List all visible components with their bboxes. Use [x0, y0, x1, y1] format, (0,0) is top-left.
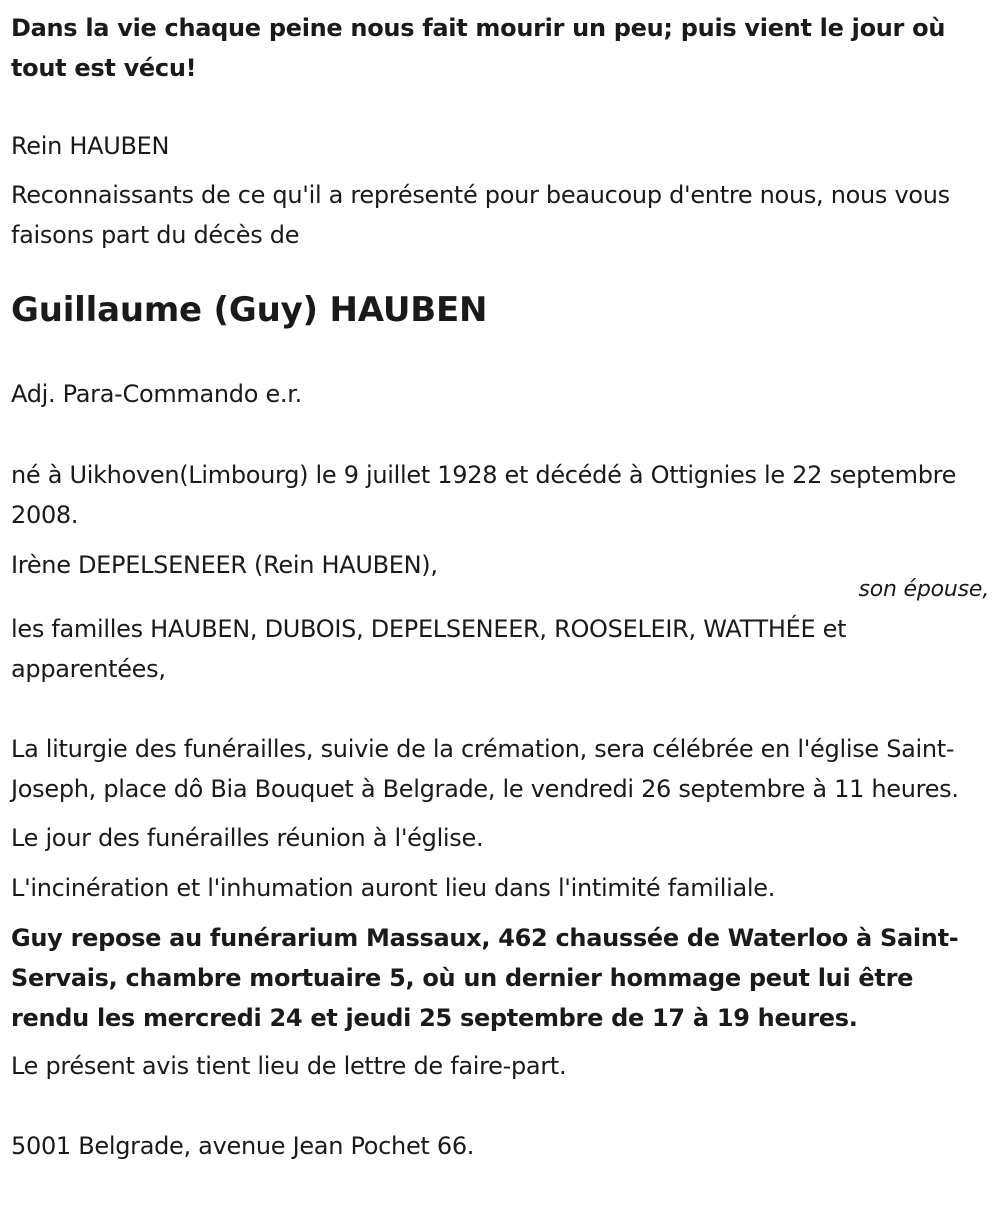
obituary-notice [11, 8, 989, 1166]
rank-text: Adj. Para-Commando e.r. [11, 380, 302, 408]
families-text: les familles HAUBEN, DUBOIS, DEPELSENEER, ROOSELEIR, WATTHÉE et apparentées, [11, 615, 847, 683]
meeting-text: Le jour des funérailles réunion à l'église. [11, 824, 484, 852]
deceased-name: Guillaume (Guy) HAUBEN [11, 290, 488, 330]
spouse-name: Irène DEPELSENEER (Rein HAUBEN), [11, 551, 438, 579]
spouse-role: son épouse, [858, 577, 989, 602]
sender-name: Rein HAUBEN [11, 132, 170, 160]
birth-death-text: né à Uikhoven(Limbourg) le 9 juillet 1928 et décédé à Ottignies le 22 septembre 2008. [11, 461, 957, 529]
visitation-text: Guy repose au funérarium Massaux, 462 chaussée de Waterloo à Saint-Servais, chambre mortuaire 5, où un dernier hommage peut lui être rendu les mercredi 24 et jeudi 25 septembre de 17 à 19 heures. [11, 924, 959, 1032]
address-text: 5001 Belgrade, avenue Jean Pochet 66. [11, 1132, 475, 1160]
opening-quote: Dans la vie chaque peine nous fait mourir un peu; puis vient le jour où tout est vécu! [11, 14, 946, 82]
intro-text: Reconnaissants de ce qu'il a représenté pour beaucoup d'entre nous, nous vous faisons part du décès de [11, 181, 950, 249]
letter-text: Le présent avis tient lieu de lettre de faire-part. [11, 1052, 567, 1080]
liturgy-text: La liturgie des funérailles, suivie de la crémation, sera célébrée en l'église Saint-Joseph, place dô Bia Bouquet à Belgrade, le vendredi 26 septembre à 11 heures. [11, 735, 959, 803]
cremation-text: L'incinération et l'inhumation auront lieu dans l'intimité familiale. [11, 874, 776, 902]
